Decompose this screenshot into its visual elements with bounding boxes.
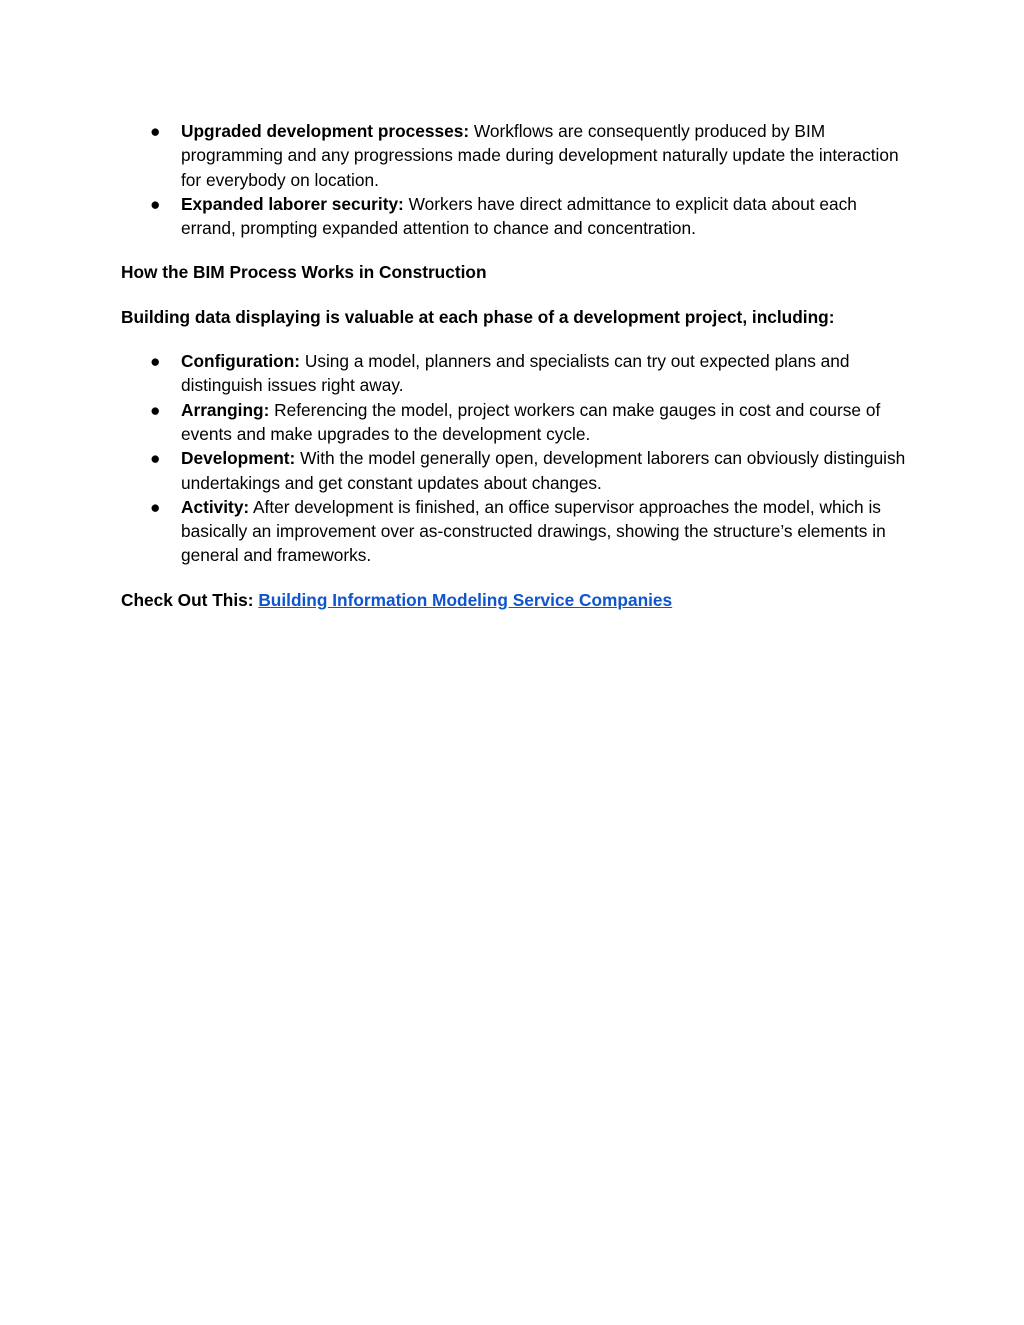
- section-subheading: Building data displaying is valuable at each phase of a development project, including:: [121, 306, 835, 327]
- list-item: [121, 495, 911, 568]
- bullet-icon: ●: [150, 121, 161, 141]
- bullet-icon: ●: [150, 496, 161, 517]
- document-page: [121, 119, 911, 612]
- list-item-text: Using a model, planners and specialists can try out expected plans and distinguish issues right away.: [181, 351, 850, 396]
- bullet-icon: ●: [150, 448, 161, 469]
- list-item-text: Workflows are consequently produced by BIM programming and any progressions made during development naturally update the interaction for everybody on location.: [181, 121, 899, 190]
- bim-companies-link[interactable]: Building Information Modeling Service Companies: [258, 589, 673, 610]
- check-out-line: [121, 588, 911, 612]
- list-item: [121, 398, 911, 447]
- list-item-text: Referencing the model, project workers can make gauges in cost and course of events and make upgrades to the development cycle.: [181, 399, 881, 444]
- list-item-term: Configuration:: [181, 351, 301, 372]
- list-item-term: Activity:: [181, 496, 250, 517]
- bullet-icon: ●: [150, 193, 161, 214]
- list-item-text: Workers have direct admittance to explicit data about each errand, prompting expanded attention to chance and concentration.: [181, 193, 857, 239]
- bullet-icon: ●: [150, 351, 161, 372]
- list-item: [121, 349, 911, 398]
- list-item: [121, 192, 911, 241]
- bullet-icon: ●: [150, 399, 161, 420]
- phases-list: [121, 349, 911, 568]
- list-item-term: Arranging:: [181, 399, 270, 420]
- list-item-term: Expanded laborer security:: [181, 193, 404, 214]
- section-heading: How the BIM Process Works in Construction: [121, 262, 487, 283]
- list-item-term: Development:: [181, 448, 296, 469]
- list-item: [121, 119, 911, 192]
- benefits-list: [121, 119, 911, 240]
- list-item: [121, 446, 911, 495]
- list-item-text: After development is finished, an office supervisor approaches the model, which is basically an improvement over as-constructed drawings, showing the structure’s elements in general and frameworks.: [181, 496, 886, 566]
- list-item-term: Upgraded development processes:: [181, 121, 470, 141]
- check-out-label: Check Out This:: [121, 589, 259, 610]
- list-item-text: With the model generally open, development laborers can obviously distinguish undertakings and get constant updates about changes.: [181, 448, 906, 493]
